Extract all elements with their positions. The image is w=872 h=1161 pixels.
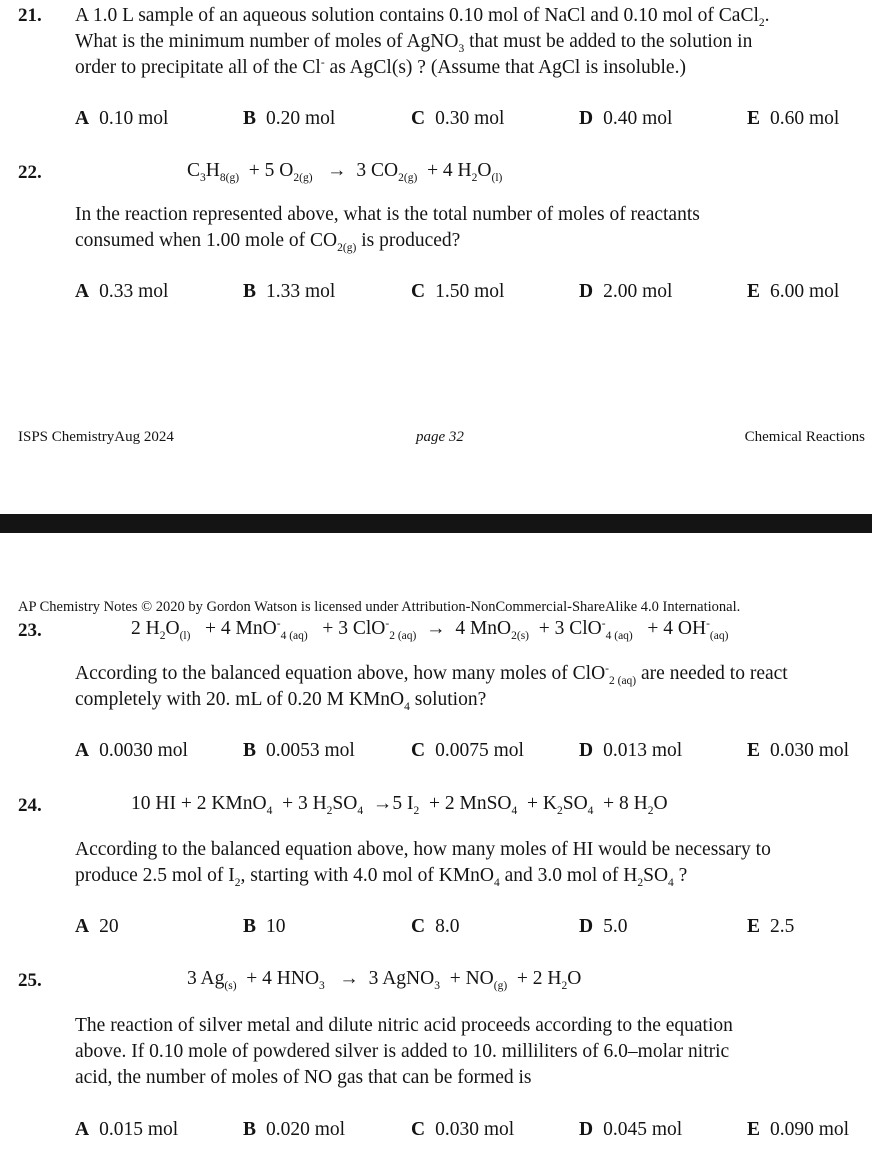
answer-option-a[interactable]: A 0.0030 mol xyxy=(75,740,188,761)
question-text-line: order to precipitate all of the Cl- as AgCl(s) ? (Assume that AgCl is insoluble.) xyxy=(75,57,686,78)
reaction-arrow: → xyxy=(426,618,446,639)
answer-option-b[interactable]: B 1.33 mol xyxy=(243,281,336,302)
answer-option-a[interactable]: A 0.015 mol xyxy=(75,1119,179,1140)
answer-option-b[interactable]: B 10 xyxy=(243,916,286,937)
question-text-line: In the reaction represented above, what is the total number of moles of reactants xyxy=(75,204,700,225)
answer-option-d[interactable]: D 2.00 mol xyxy=(579,281,673,302)
answer-option-c[interactable]: C 0.0075 mol xyxy=(411,740,524,761)
question-text-line: According to the balanced equation above, how many moles of HI would be necessary to xyxy=(75,839,771,860)
answer-option-e[interactable]: E 0.60 mol xyxy=(747,108,840,129)
answer-option-d[interactable]: D 5.0 xyxy=(579,916,628,937)
question-text-line: According to the balanced equation above, how many moles of ClO-$_{2 (aq)}$ are needed to react xyxy=(75,663,788,687)
page-divider xyxy=(0,514,872,533)
answer-option-d[interactable]: D 0.045 mol xyxy=(579,1119,683,1140)
answer-option-b[interactable]: B 0.20 mol xyxy=(243,108,336,129)
question-number: 23. xyxy=(18,620,42,641)
answer-option-b[interactable]: B 0.0053 mol xyxy=(243,740,355,761)
answer-option-a[interactable]: A 0.33 mol xyxy=(75,281,169,302)
footer-right: Chemical Reactions xyxy=(744,429,865,445)
answer-option-a[interactable]: A 20 xyxy=(75,916,119,937)
reaction-arrow: → xyxy=(339,968,359,989)
answer-option-c[interactable]: C 1.50 mol xyxy=(411,281,505,302)
question-number: 21. xyxy=(18,5,42,26)
answer-option-e[interactable]: E 2.5 xyxy=(747,916,795,937)
answer-option-c[interactable]: C 8.0 xyxy=(411,916,460,937)
answer-option-c[interactable]: C 0.30 mol xyxy=(411,108,505,129)
chemical-equation: 10 HI + 2 KMnO$_4$ + 3 $H_2SO_4 \to 5$ $I_2 + 2$ MnSO$_4$ + $K_2SO_4 + 8$ $H_2O$ xyxy=(131,793,668,817)
question-text-line: produce 2.5 mol of $I_2$, starting with 4.0 mol of KMnO$_4$ and 3.0 mol of $H_2SO_4$ ? xyxy=(75,865,688,889)
question-text-line: acid, the number of moles of NO gas that can be formed is xyxy=(75,1067,532,1088)
question-text-line: What is the minimum number of moles of AgNO$_3$ that must be added to the solution in xyxy=(75,31,753,55)
question-text-line: completely with 20. mL of 0.20 M KMnO$_4$ solution? xyxy=(75,689,487,713)
answer-option-e[interactable]: E 0.090 mol xyxy=(747,1119,850,1140)
answer-option-d[interactable]: D 0.40 mol xyxy=(579,108,673,129)
reaction-arrow: → xyxy=(372,793,393,814)
answer-option-e[interactable]: E 0.030 mol xyxy=(747,740,850,761)
answer-option-c[interactable]: C 0.030 mol xyxy=(411,1119,515,1140)
answer-option-e[interactable]: E 6.00 mol xyxy=(747,281,840,302)
chemical-equation: 3 $Ag_{(s)} + 4$ $HNO_3$ → 3 AgNO$_3$ + $NO_{(g)} + 2$ $H_2O$ xyxy=(187,968,582,992)
license-notice: AP Chemistry Notes © 2020 by Gordon Watson is licensed under Attribution-NonCommercial-ShareAlike 4.0 International. xyxy=(18,599,741,615)
question-number: 22. xyxy=(18,162,42,183)
answer-option-d[interactable]: D 0.013 mol xyxy=(579,740,683,761)
footer-left: ISPS ChemistryAug 2024 xyxy=(18,429,174,445)
question-text-line: above. If 0.10 mole of powdered silver is added to 10. milliliters of 6.0–molar nitric xyxy=(75,1041,730,1062)
question-text-line: A 1.0 L sample of an aqueous solution contains 0.10 mol of NaCl and 0.10 mol of CaCl$_2$. xyxy=(75,5,770,29)
page-number: page 32 xyxy=(416,429,464,445)
question-number: 25. xyxy=(18,970,42,991)
reaction-arrow: → xyxy=(327,160,347,181)
chemical-equation: 2 $H_2O_{(l)} + 4$ MnO-$_{4 (aq)}$ + 3 ClO-$_{2 (aq)}$ → 4 MnO$_{2(s)}$ + 3 ClO-$_{4 (aq)}$ + 4 $OH^-_{(aq)}$ xyxy=(131,618,729,642)
question-text-line: consumed when 1.00 mole of $CO_{2(g)}$ is produced? xyxy=(75,230,461,254)
question-text-line: The reaction of silver metal and dilute nitric acid proceeds according to the equation xyxy=(75,1015,733,1036)
answer-option-a[interactable]: A 0.10 mol xyxy=(75,108,169,129)
answer-option-b[interactable]: B 0.020 mol xyxy=(243,1119,346,1140)
chemical-equation: $C_3H_{8(g)} + 5$ $O_{2(g)}$ → 3 $CO_{2(g)} + 4$ $H_2O_{(l)}$ xyxy=(187,160,503,184)
question-number: 24. xyxy=(18,795,42,816)
